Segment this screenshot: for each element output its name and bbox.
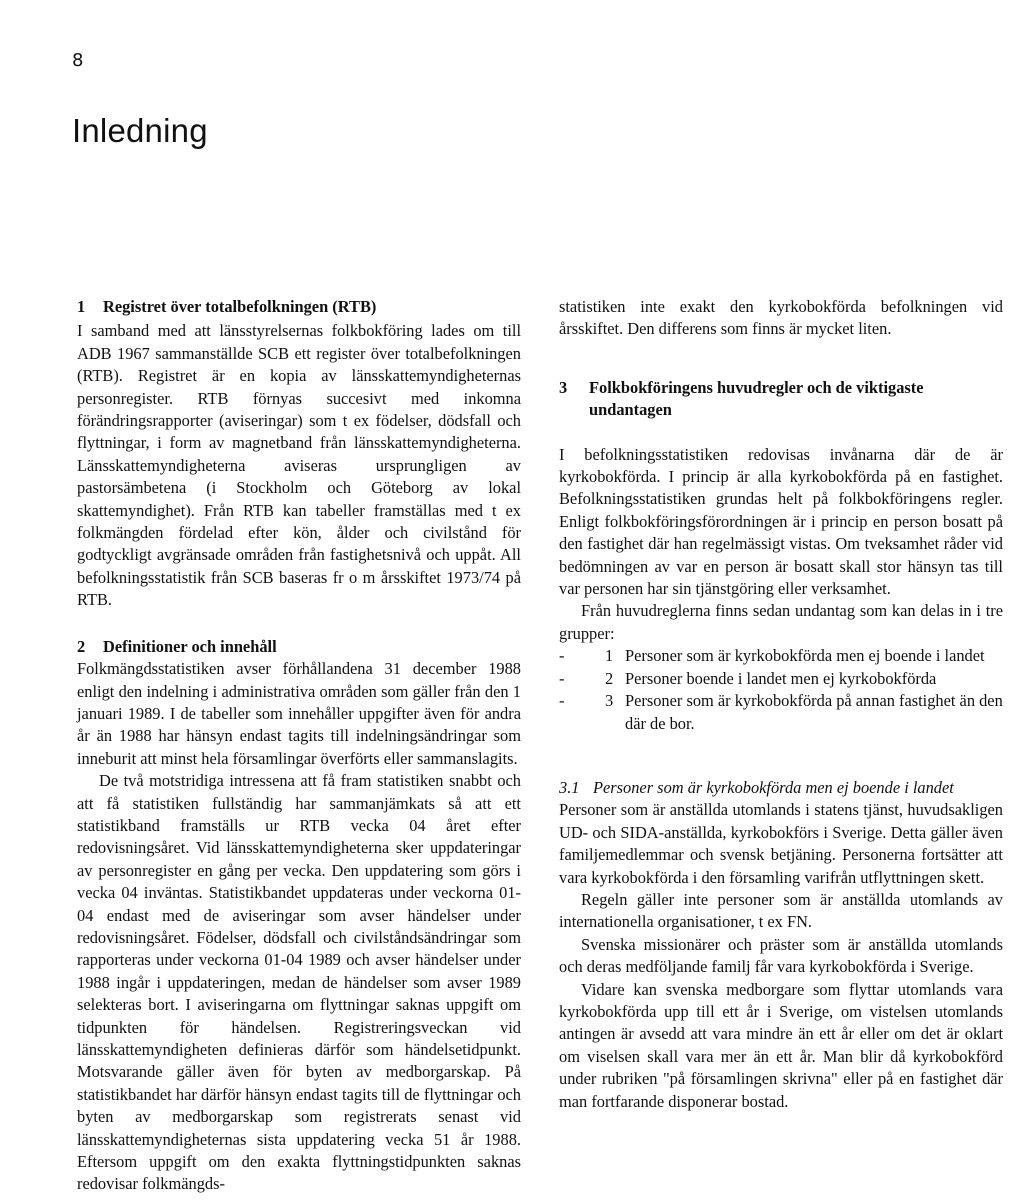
section-3-heading <box>559 377 1003 422</box>
dash-bullet: - <box>559 691 565 711</box>
section-number: 2 <box>77 636 86 656</box>
page-number: 8 <box>72 50 84 71</box>
section-number: 1 <box>77 297 86 316</box>
item-number: 2 <box>605 668 614 688</box>
dash-bullet: - <box>559 646 565 666</box>
exception-groups-list <box>559 645 1003 735</box>
dash-bullet: - <box>559 668 565 688</box>
paragraph: Personer som är anställda utomlands i statens tjänst, huvudsakligen UD- och SIDA-anställda, kyrkobokförs i Sverige. Detta gäller även familjemedlemmar och svensk betjäning. Personerna fortsätter att vara kyrkobokförda i den församling varifrån utflyttningen skett. <box>559 800 1003 887</box>
item-number: 1 <box>605 646 614 666</box>
section-title: Folkbokföringens huvudregler och de viktigaste undantagen <box>589 377 924 420</box>
paragraph: De två motstridiga intressena att få fram statistiken snabbt och att få statistiken fullständig har sammanjämkats så att ett statistikband framställs ur RTB vecka 04 året efter redovisningsåret. Vid länsskattemyndigheterna sker uppdateringar av personregister en gång per vecka. Den uppdatering som görs i vecka 04 inväntas. Statistikbandet uppdateras under veckorna 01-04 endast med de aviseringar som avser händelser under redovisningsåret. Födelser, dödsfall och civilståndsändringar som rapporteras under veckorna 01-04 1989 och avser händelser under 1988 ingår i uppdateringen, medan de händelser som avser 1989 selekteras bort. I aviseringarna om flyttningar saknas uppgift om tidpunkten för händelsen. Registreringsveckan vid länsskattemyndigheten definieras därför som händelsetidpunkt. Motsvarande gäller även för byten av medborgarskap. På statistikbandet har därför hänsyn endast tagits till de flyttningar och byten av medborgarskap som registrerats senast vid länsskattemyndigheternas sista uppdatering vecka 51 år 1988. Eftersom uppgift om den exakta flyttningstidpunkten saknas redovisar folkmängds- <box>77 771 521 1194</box>
paragraph: Folkmängdsstatistiken avser förhållandena 31 december 1988 enligt den indelning i administrativa områden som gäller från den 1 januari 1989. I de tabeller som innehåller uppgifter även för andra år än 1988 har hänsyn endast tagits till indelningsändringar som inneburit att minst hela församlingar överförts eller sammanslagits. <box>77 659 521 768</box>
paragraph: I befolkningsstatistiken redovisas invånarna där de är kyrkobokförda. I princip är alla kyrkobokförda på en fastighet. Befolkningsstatistiken grundas helt på folkbokföringens regler. Enligt folkbokföringsförordningen är i princip en person bosatt på den fastighet där han regelmässigt vistas. Om tveksamhet råder vid bedömningen av var en person är bosatt skall stor hänsyn tas till var personen har sin tjänstgöring eller verksamhet. <box>559 444 1003 599</box>
subsection-title: Personer som är kyrkobokförda men ej boende i landet <box>593 777 954 797</box>
item-text: Personer som är kyrkobokförda på annan fastighet än den där de bor. <box>625 691 1003 733</box>
section-number: 3 <box>559 377 568 397</box>
section-title: Registret över totalbefolkningen (RTB) <box>103 297 377 316</box>
paragraph-continuation: statistiken inte exakt den kyrkobokförda befolkningen vid årsskiftet. Den differens som finns är mycket liten. <box>559 297 1003 339</box>
item-text: Personer som är kyrkobokförda men ej boende i landet <box>625 646 985 666</box>
item-number: 3 <box>605 691 614 711</box>
right-column <box>559 296 1003 1113</box>
list-item <box>559 690 1003 735</box>
item-text: Personer boende i landet men ej kyrkobokförda <box>625 668 937 688</box>
list-item <box>559 645 1003 667</box>
paragraph: Från huvudreglerna finns sedan undantag som kan delas in i tre grupper: <box>559 601 1003 643</box>
subsection-3-1-heading <box>559 777 1003 799</box>
paragraph: Regeln gäller inte personer som är anställda utomlands av internationella organisationer, t ex FN. <box>559 889 1003 932</box>
paragraph: Vidare kan svenska medborgare som flyttar utomlands vara kyrkobokförda upp till ett år i Sverige, om vistelsen utomlands antingen är avsedd att vara mindre än ett år eller om det är oklart om viselsen skall vara mer än ett år. Man blir då kyrkobokförd under rubriken "på församlingen skrivna" eller på en fastighet där man fortfarande disponerar bostad. <box>559 979 1003 1111</box>
paragraph: Svenska missionärer och präster som är anställda utomlands och deras medföljande familj får vara kyrkobokförda i Sverige. <box>559 934 1003 977</box>
section-1-heading <box>77 296 521 318</box>
section-2-heading <box>77 636 521 658</box>
list-item <box>559 668 1003 690</box>
paragraph: I samband med att länsstyrelsernas folkbokföring lades om till ADB 1967 sammanställde SCB ett register över totalbefolkningen (RTB). Registret är en kopia av länsskattemyndigheternas personregister. RTB förnyas succesivt med inkomna förändringsrapporter (aviseringar) som t ex födelser, dödsfall och flyttningar, i form av magnetband från länsskattemyndigheterna. Länsskattemyndigheterna aviseras ursprungligen av pastorsämbetena (i Stockholm och Göteborg av lokal skattemyndighet). Från RTB kan tabeller framställas med t ex folkmängden fördelad efter kön, ålder och civilstånd för godtyckligt avgränsade områden från fastighetsnivå och uppåt. All befolkningsstatistik från SCB baseras fr o m årsskiftet 1973/74 på RTB. <box>77 321 521 610</box>
page-title: Inledning <box>72 112 208 149</box>
subsection-number: 3.1 <box>559 777 580 797</box>
section-title: Definitioner och innehåll <box>103 636 277 656</box>
left-column <box>77 296 521 1196</box>
